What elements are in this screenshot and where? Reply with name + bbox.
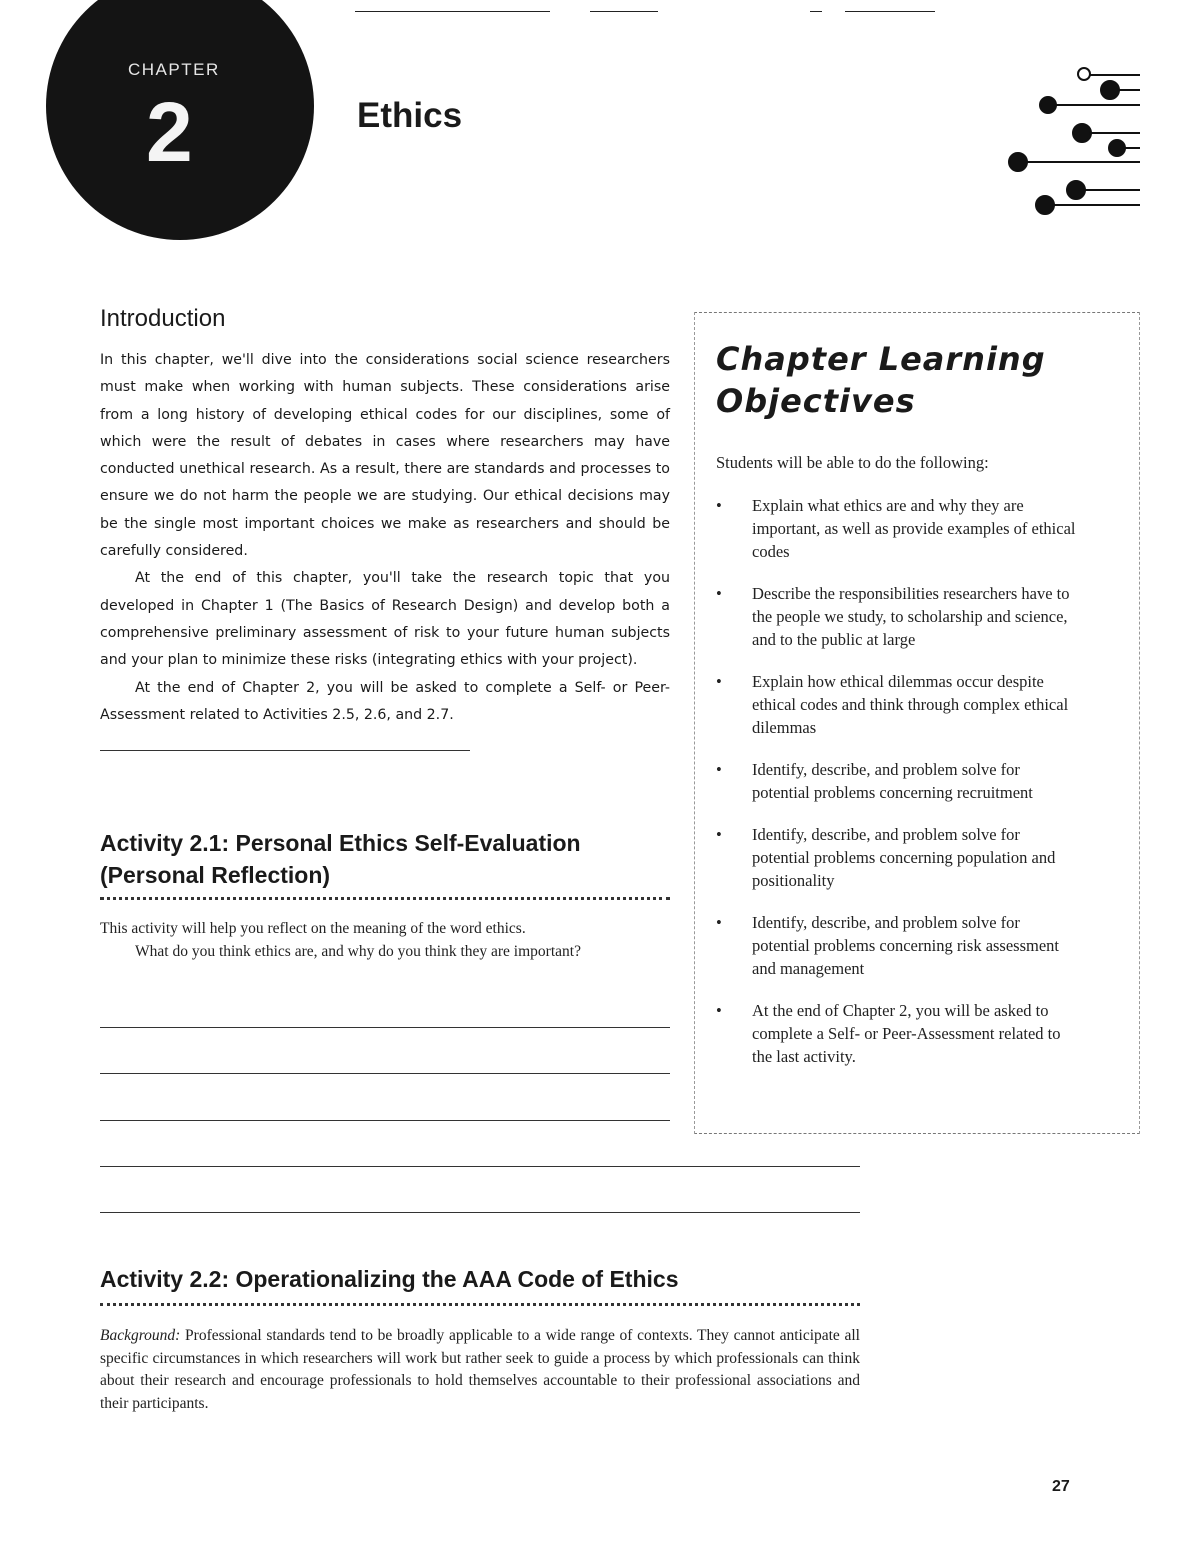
chapter-number: 2	[146, 85, 193, 179]
answer-line[interactable]	[100, 1166, 860, 1167]
introduction-body	[100, 347, 670, 729]
bullet-icon: •	[716, 825, 722, 844]
intro-paragraph: In this chapter, we'll dive into the considerations social science researchers must make when working with human subjects. These considerations arise from a long history of developing ethical codes for our disciplines, some of which were the result of debates in cases where researchers may have conducted unethical research. As a result, there are standards and processes to ensure we do not harm the people we are studying. Our ethical decisions may be the single most important choices we make as researchers and should be carefully considered.	[100, 352, 670, 560]
chapter-badge	[46, 0, 314, 240]
objectives-lead: Students will be able to do the following:	[716, 453, 989, 472]
chapter-title: Ethics	[357, 96, 463, 135]
page-number: 27	[1052, 1478, 1070, 1495]
objective-item: • Describe the responsibilities researchers have to the people we study, to scholarship and science, and to the public at large	[716, 584, 1070, 649]
objective-item: • Identify, describe, and problem solve for potential problems concerning risk assessment and management	[716, 913, 1060, 978]
answer-line[interactable]	[100, 1073, 670, 1074]
objective-item: • Explain how ethical dilemmas occur despite ethical codes and think through complex ethical dilemmas	[716, 672, 1069, 737]
bullet-icon: •	[716, 584, 722, 603]
chapter-label: CHAPTER	[128, 60, 220, 79]
introduction-heading: Introduction	[100, 305, 226, 332]
scan-mark	[845, 11, 935, 12]
activity-2-1-question: What do you think ethics are, and why do you think they are important?	[135, 943, 581, 960]
circuit-dots-icon	[1000, 60, 1145, 220]
heading-dotted-rule	[100, 1303, 860, 1306]
objective-item: • Explain what ethics are and why they are important, as well as provide examples of ethical codes	[716, 496, 1076, 561]
intro-paragraph: At the end of this chapter, you'll take the research topic that you developed in Chapter 1 (The Basics of Research Design) and develop both a comprehensive preliminary assessment of risk to your future human subjects and your plan to minimize these risks (integrating ethics with your project).	[100, 570, 670, 669]
background-text: Professional standards tend to be broadly applicable to a wide range of contexts. They cannot anticipate all specific circumstances in which researchers will work but rather seek to guide a process by which professionals can think about their research and encourage professionals to hold themselves accountable to their professional associations and their participants.	[100, 1327, 860, 1412]
bullet-icon: •	[716, 1001, 722, 1020]
bullet-icon: •	[716, 913, 722, 932]
activity-2-1-heading: Activity 2.1: Personal Ethics Self-Evaluation (Personal Reflection)	[100, 830, 581, 888]
objectives-list	[716, 494, 1076, 1087]
section-divider	[100, 750, 470, 751]
objective-item: • Identify, describe, and problem solve for potential problems concerning recruitment	[716, 760, 1033, 802]
answer-line[interactable]	[100, 1120, 670, 1121]
objective-item: • Identify, describe, and problem solve for potential problems concerning population and positionality	[716, 825, 1056, 890]
activity-2-1-body	[100, 917, 670, 963]
bullet-icon: •	[716, 672, 722, 691]
objectives-title: Chapter Learning Objectives	[716, 340, 1046, 420]
objective-item: • At the end of Chapter 2, you will be asked to complete a Self- or Peer-Assessment related to the last activity.	[716, 1001, 1061, 1066]
scan-mark	[355, 11, 550, 12]
activity-2-1-intro: This activity will help you reflect on the meaning of the word ethics.	[100, 920, 526, 937]
scan-mark	[590, 11, 658, 12]
answer-line[interactable]	[100, 1027, 670, 1028]
activity-2-2-heading: Activity 2.2: Operationalizing the AAA Code of Ethics	[100, 1266, 679, 1292]
intro-paragraph: At the end of Chapter 2, you will be asked to complete a Self- or Peer-Assessment related to Activities 2.5, 2.6, and 2.7.	[100, 679, 670, 723]
scan-mark	[810, 11, 822, 12]
heading-dotted-rule	[100, 897, 670, 900]
activity-2-2-background	[100, 1325, 860, 1415]
bullet-icon: •	[716, 496, 722, 515]
answer-line[interactable]	[100, 1212, 860, 1213]
bullet-icon: •	[716, 760, 722, 779]
background-label: Background:	[100, 1327, 181, 1344]
